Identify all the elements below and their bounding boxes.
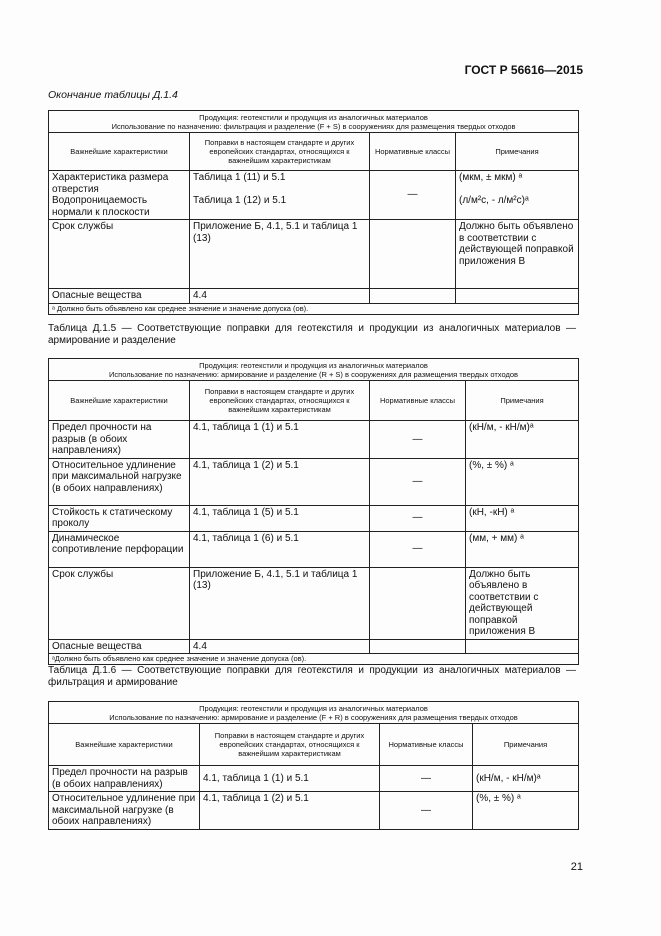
table-row bbox=[49, 639, 579, 654]
table1-row3-note: Должно быть объявлено в соответствии с действующей поправкой приложения В bbox=[456, 220, 579, 289]
table1-usage: Использование по назначению: фильтрация и разделение (F + S) в сооружениях для размещения твердых отходов bbox=[111, 121, 516, 131]
table3-row2-class: — bbox=[380, 792, 473, 830]
table2-row3-amendment: 4.1, таблица 1 (5) и 5.1 bbox=[190, 505, 370, 531]
table3-row1-note: (кН/м, - кН/м)ᵃ bbox=[473, 766, 579, 792]
table-row bbox=[49, 792, 579, 830]
table2-row1-characteristic: Предел прочности на разрыв (в обоих направлениях) bbox=[49, 421, 190, 459]
table2-row4-note: (мм, + мм) ᵃ bbox=[466, 531, 579, 567]
table1-product: Продукция: геотекстили и продукция из аналогичных материалов bbox=[199, 112, 428, 122]
table2-row1-class: — bbox=[370, 421, 466, 459]
table2 bbox=[48, 358, 579, 665]
table1-row2-amendment: Таблица 1 (12) и 5.1 bbox=[193, 194, 287, 206]
table-row bbox=[49, 505, 579, 531]
table2-row1-amendment: 4.1, таблица 1 (1) и 5.1 bbox=[190, 421, 370, 459]
table2-row1-note: (кН/м, - кН/м)ᵃ bbox=[466, 421, 579, 459]
table3-col-classes: Нормативные классы bbox=[380, 724, 473, 766]
table2-col-amendments: Поправки в настоящем стандарте и других европейских стандартах, относящихся к важнейшим характеристикам bbox=[190, 381, 370, 421]
table1-row3-amendment: Приложение Б, 4.1, 5.1 и таблица 1 (13) bbox=[190, 220, 370, 289]
table2-banner bbox=[49, 359, 579, 381]
table3-col-notes: Примечания bbox=[473, 724, 579, 766]
table2-col-classes: Нормативные классы bbox=[370, 381, 466, 421]
table2-caption: Таблица Д.1.5 — Соответствующие поправки для геотекстиля и продукции из аналогичных материалов — армирование и разделение bbox=[48, 323, 576, 346]
table3-product: Продукция: геотекстили и продукция из аналогичных материалов bbox=[199, 703, 428, 713]
table2-row5-amendment: Приложение Б, 4.1, 5.1 и таблица 1 (13) bbox=[190, 567, 370, 639]
table1-row3-class bbox=[370, 220, 456, 289]
table2-row6-class bbox=[370, 639, 466, 654]
table2-usage: Использование по назначению: армирование и разделение (R + S) в сооружениях для размещения твердых отходов bbox=[109, 369, 518, 379]
table3 bbox=[48, 701, 579, 830]
table-row bbox=[49, 171, 579, 220]
document-id: ГОСТ Р 56616—2015 bbox=[464, 63, 583, 77]
table2-row4-class: — bbox=[370, 531, 466, 567]
table3-row2-characteristic: Относительное удлинение при максимальной нагрузке (в обоих направлениях) bbox=[49, 792, 200, 830]
table1-row4-note bbox=[456, 289, 579, 304]
table-row bbox=[49, 458, 579, 505]
table1-banner bbox=[49, 111, 579, 133]
table2-col-characteristics: Важнейшие характеристики bbox=[49, 381, 190, 421]
table2-row4-characteristic: Динамическое сопротивление перфорации bbox=[49, 531, 190, 567]
table2-row3-characteristic: Стойкость к статическому проколу bbox=[49, 505, 190, 531]
table-row bbox=[49, 220, 579, 289]
table3-banner bbox=[49, 702, 579, 724]
table1-cell-classes: — bbox=[370, 171, 456, 220]
table-row bbox=[49, 567, 579, 639]
table2-row2-note: (%, ± %) ᵃ bbox=[466, 458, 579, 505]
table3-col-characteristics: Важнейшие характеристики bbox=[49, 724, 200, 766]
table2-row6-note bbox=[466, 639, 579, 654]
table-row bbox=[49, 289, 579, 304]
table1-col-characteristics: Важнейшие характеристики bbox=[49, 133, 190, 171]
table3-row2-note: (%, ± %) ᵃ bbox=[473, 792, 579, 830]
table3-row1-characteristic: Предел прочности на разрыв (в обоих направлениях) bbox=[49, 766, 200, 792]
table-row bbox=[49, 421, 579, 459]
table1-row4-characteristic: Опасные вещества bbox=[49, 289, 190, 304]
table2-row2-amendment: 4.1, таблица 1 (2) и 5.1 bbox=[190, 458, 370, 505]
table1-cell-characteristics bbox=[49, 171, 190, 220]
table2-row5-note: Должно быть объявлено в соответствии с действующей поправкой приложения В bbox=[466, 567, 579, 639]
table1-col-notes: Примечания bbox=[456, 133, 579, 171]
table3-usage: Использование по назначению: армирование и разделение (F + R) в сооружениях для размещения твердых отходов bbox=[109, 712, 518, 722]
table2-row6-amendment: 4.4 bbox=[190, 639, 370, 654]
table1-cell-notes bbox=[456, 171, 579, 220]
table1-row3-characteristic: Срок службы bbox=[49, 220, 190, 289]
table1-row4-amendment: 4.4 bbox=[190, 289, 370, 304]
table3-row2-amendment: 4.1, таблица 1 (2) и 5.1 bbox=[200, 792, 380, 830]
table2-product: Продукция: геотекстили и продукция из аналогичных материалов bbox=[199, 360, 428, 370]
table2-row3-note: (кН, -кН) ᵃ bbox=[466, 505, 579, 531]
table3-row1-amendment: 4.1, таблица 1 (1) и 5.1 bbox=[200, 766, 380, 792]
table-row bbox=[49, 766, 579, 792]
table2-row5-class bbox=[370, 567, 466, 639]
table1-caption: Окончание таблицы Д.1.4 bbox=[48, 89, 178, 101]
table1-row1-characteristic: Характеристика размера отверстия bbox=[52, 172, 169, 195]
table2-row6-characteristic: Опасные вещества bbox=[49, 639, 190, 654]
page-number: 21 bbox=[570, 861, 583, 873]
table1-row2-characteristic: Водопроницаемость нормали к плоскости bbox=[52, 195, 150, 218]
table1-row1-amendment: Таблица 1 (11) и 5.1 bbox=[193, 172, 286, 183]
table3-row1-class: — bbox=[380, 766, 473, 792]
table-row bbox=[49, 531, 579, 567]
table1-col-classes: Нормативные классы bbox=[370, 133, 456, 171]
table1-row2-note: (л/м²с, - л/м²с)ᵃ bbox=[459, 194, 529, 206]
table2-row2-class: — bbox=[370, 458, 466, 505]
table2-row5-characteristic: Срок службы bbox=[49, 567, 190, 639]
table2-row4-amendment: 4.1, таблица 1 (6) и 5.1 bbox=[190, 531, 370, 567]
table3-col-amendments: Поправки в настоящем стандарте и других европейских стандартах, относящихся к важнейшим характеристикам bbox=[200, 724, 380, 766]
table1 bbox=[48, 110, 579, 315]
table2-footnote: ᵃДолжно быть объявлено как среднее значение и значение допуска (ов). bbox=[49, 654, 579, 665]
table1-row4-class bbox=[370, 289, 456, 304]
table2-col-notes: Примечания bbox=[466, 381, 579, 421]
table2-row2-characteristic: Относительное удлинение при максимальной нагрузке (в обоих направлениях) bbox=[49, 458, 190, 505]
table1-footnote: ᵃ Должно быть объявлено как среднее значение и значение допуска (ов). bbox=[49, 303, 579, 314]
table1-row1-note: (мкм, ± мкм) ᵃ bbox=[459, 172, 523, 183]
table1-col-amendments: Поправки в настоящем стандарте и других европейских стандартах, относящихся к важнейшим характеристикам bbox=[190, 133, 370, 171]
table2-row3-class: — bbox=[370, 505, 466, 531]
table1-cell-amendments bbox=[190, 171, 370, 220]
table3-caption: Таблица Д.1.6 — Соответствующие поправки для геотекстиля и продукции из аналогичных материалов — фильтрация и армирование bbox=[48, 665, 576, 688]
